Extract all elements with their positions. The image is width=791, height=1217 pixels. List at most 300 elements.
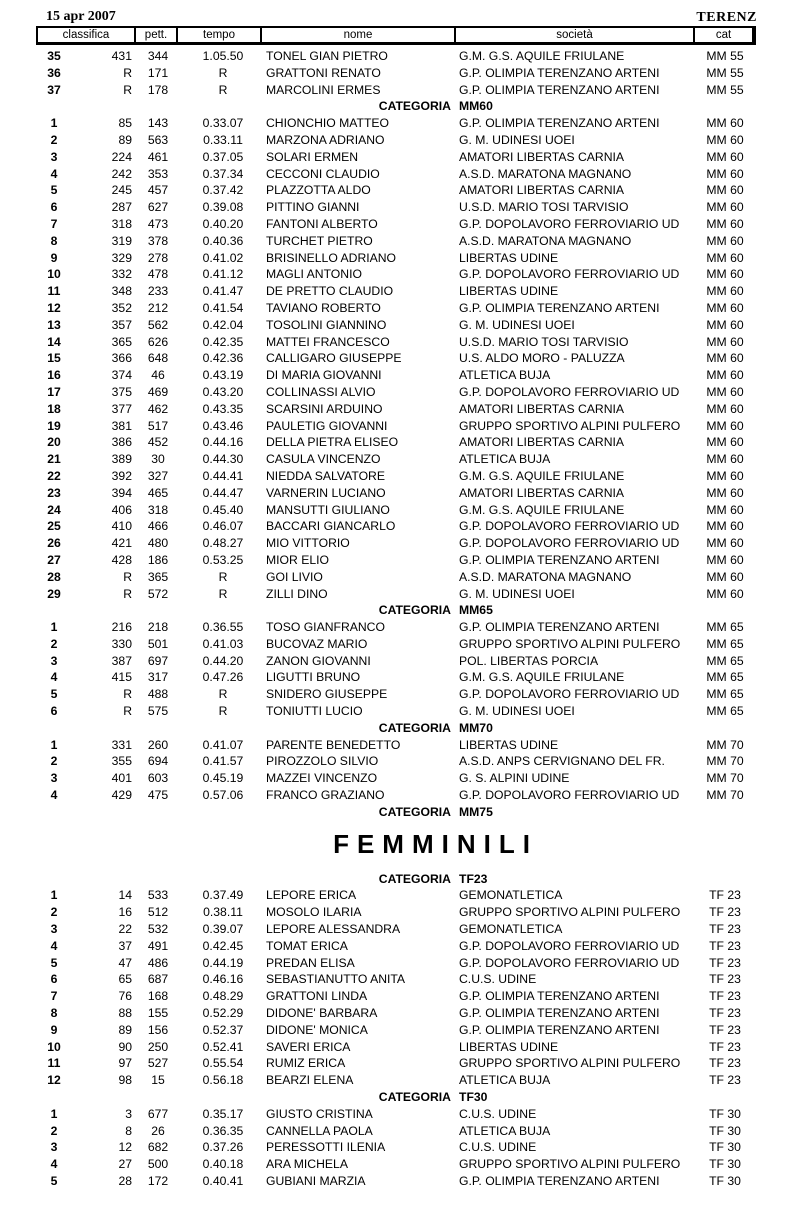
table-row bbox=[0, 401, 791, 418]
bib-cell: 178 bbox=[147, 82, 169, 97]
category-cell: MM 70 bbox=[706, 771, 744, 786]
category-cell: MM 60 bbox=[706, 418, 744, 433]
category-cell: TF 30 bbox=[709, 1106, 741, 1121]
rank-cell: 5 bbox=[50, 183, 58, 198]
bib-cell: 517 bbox=[147, 418, 169, 433]
time-cell: 0.39.08 bbox=[202, 200, 244, 215]
category-cell: TF 23 bbox=[709, 955, 741, 970]
bib-cell: 172 bbox=[147, 1174, 169, 1188]
position-cell: 27 bbox=[118, 1157, 132, 1172]
name-cell: BUCOVAZ MARIO bbox=[266, 636, 368, 651]
position-cell: R bbox=[123, 82, 132, 97]
category-cell: TF 23 bbox=[709, 972, 741, 987]
category-cell: MM 70 bbox=[706, 788, 744, 803]
rank-cell: 7 bbox=[50, 216, 58, 231]
bib-cell: 469 bbox=[147, 384, 169, 399]
club-cell: G.P. DOPOLAVORO FERROVIARIO UD bbox=[459, 519, 680, 534]
bib-cell: 533 bbox=[147, 888, 169, 903]
rank-cell: 2 bbox=[50, 1123, 58, 1138]
table-row bbox=[0, 1005, 791, 1022]
time-cell: 0.46.07 bbox=[202, 519, 244, 534]
position-cell: R bbox=[123, 65, 132, 80]
rank-cell: 13 bbox=[47, 317, 61, 332]
position-cell: 377 bbox=[111, 401, 132, 416]
name-cell: GRATTONI RENATO bbox=[266, 65, 381, 80]
rank-cell: 1 bbox=[50, 737, 58, 752]
position-cell: 365 bbox=[111, 334, 132, 349]
table-row bbox=[0, 82, 791, 99]
bib-cell: 466 bbox=[147, 519, 169, 534]
category-cell: MM 60 bbox=[706, 384, 744, 399]
time-cell: 0.48.27 bbox=[202, 536, 244, 551]
category-cell: TF 23 bbox=[709, 1056, 741, 1071]
rank-cell: 26 bbox=[47, 536, 61, 551]
position-cell: 90 bbox=[118, 1039, 132, 1054]
bib-cell: 15 bbox=[151, 1073, 165, 1088]
position-cell: 386 bbox=[111, 435, 132, 450]
table-row bbox=[0, 1072, 791, 1089]
bib-cell: 168 bbox=[147, 989, 169, 1004]
table-row bbox=[0, 65, 791, 82]
position-cell: 357 bbox=[111, 317, 132, 332]
category-cell: TF 23 bbox=[709, 1022, 741, 1037]
club-cell: G.P. DOPOLAVORO FERROVIARIO UD bbox=[459, 384, 680, 399]
bib-cell: 365 bbox=[147, 569, 169, 584]
category-cell: MM 55 bbox=[706, 82, 744, 97]
category-cell: TF 23 bbox=[709, 989, 741, 1004]
club-cell: AMATORI LIBERTAS CARNIA bbox=[459, 149, 625, 164]
table-row bbox=[0, 283, 791, 300]
table-row bbox=[0, 250, 791, 267]
club-cell: LIBERTAS UDINE bbox=[459, 284, 559, 299]
rank-cell: 3 bbox=[50, 149, 58, 164]
category-label: CATEGORIA bbox=[378, 720, 451, 735]
name-cell: TOSO GIANFRANCO bbox=[266, 620, 385, 635]
position-cell: 331 bbox=[111, 737, 132, 752]
bib-cell: 155 bbox=[147, 1006, 169, 1021]
club-cell: G.P. OLIMPIA TERENZANO ARTENI bbox=[459, 620, 660, 635]
event-place: TERENZ bbox=[696, 10, 757, 25]
name-cell: GOI LIVIO bbox=[266, 569, 323, 584]
bib-cell: 378 bbox=[147, 233, 169, 248]
position-cell: 287 bbox=[111, 200, 132, 215]
rank-cell: 3 bbox=[50, 922, 58, 937]
name-cell: CECCONI CLAUDIO bbox=[266, 166, 380, 181]
position-cell: 85 bbox=[118, 116, 132, 131]
club-cell: G.P. OLIMPIA TERENZANO ARTENI bbox=[459, 1006, 660, 1021]
rank-cell: 4 bbox=[50, 670, 58, 685]
position-cell: 332 bbox=[111, 267, 132, 282]
category-heading bbox=[0, 1089, 791, 1106]
rank-cell: 7 bbox=[50, 989, 58, 1004]
time-cell: 0.41.57 bbox=[202, 754, 244, 769]
category-cell: TF 23 bbox=[709, 938, 741, 953]
rank-cell: 23 bbox=[47, 485, 61, 500]
time-cell: R bbox=[218, 65, 228, 80]
rank-cell: 25 bbox=[47, 519, 61, 534]
table-row bbox=[0, 434, 791, 451]
time-cell: 0.40.20 bbox=[202, 216, 244, 231]
table-row bbox=[0, 971, 791, 988]
rank-cell: 37 bbox=[47, 82, 61, 97]
position-cell: 3 bbox=[125, 1106, 132, 1121]
bib-cell: 486 bbox=[147, 955, 169, 970]
name-cell: PIROZZOLO SILVIO bbox=[266, 754, 379, 769]
category-cell: MM 60 bbox=[706, 368, 744, 383]
category-cell: MM 70 bbox=[706, 737, 744, 752]
name-cell: PITTINO GIANNI bbox=[266, 200, 360, 215]
category-cell: MM 60 bbox=[706, 216, 744, 231]
time-cell: R bbox=[218, 704, 228, 719]
table-row bbox=[0, 418, 791, 435]
club-cell: A.S.D. MARATONA MAGNANO bbox=[459, 166, 632, 181]
category-cell: MM 55 bbox=[706, 65, 744, 80]
time-cell: 0.43.46 bbox=[202, 418, 244, 433]
bib-cell: 250 bbox=[147, 1039, 169, 1054]
table-row bbox=[0, 904, 791, 921]
table-row bbox=[0, 182, 791, 199]
club-cell: G.P. DOPOLAVORO FERROVIARIO UD bbox=[459, 216, 680, 231]
club-cell: G. S. ALPINI UDINE bbox=[459, 771, 570, 786]
table-row bbox=[0, 115, 791, 132]
category-cell: TF 30 bbox=[709, 1123, 741, 1138]
category-heading bbox=[0, 804, 791, 821]
name-cell: TAVIANO ROBERTO bbox=[266, 300, 381, 315]
table-row bbox=[0, 955, 791, 972]
table-row bbox=[0, 216, 791, 233]
time-cell: R bbox=[218, 586, 228, 601]
time-cell: 0.42.36 bbox=[202, 351, 244, 366]
club-cell: A.S.D. MARATONA MAGNANO bbox=[459, 569, 632, 584]
time-cell: 0.44.41 bbox=[202, 468, 244, 483]
bib-cell: 30 bbox=[151, 452, 165, 467]
header-cat: cat bbox=[695, 28, 752, 42]
position-cell: 47 bbox=[118, 955, 132, 970]
table-row bbox=[0, 1123, 791, 1140]
table-row bbox=[0, 317, 791, 334]
club-cell: GRUPPO SPORTIVO ALPINI PULFERO bbox=[459, 1157, 681, 1172]
position-cell: R bbox=[123, 687, 132, 702]
bib-cell: 212 bbox=[147, 300, 169, 315]
rank-cell: 22 bbox=[47, 468, 61, 483]
time-cell: R bbox=[218, 687, 228, 702]
category-cell: MM 60 bbox=[706, 435, 744, 450]
bib-cell: 694 bbox=[147, 754, 169, 769]
club-cell: G.P. OLIMPIA TERENZANO ARTENI bbox=[459, 116, 660, 131]
category-cell: MM 60 bbox=[706, 401, 744, 416]
rank-cell: 17 bbox=[47, 384, 61, 399]
time-cell: 1.05.50 bbox=[202, 49, 244, 63]
rank-cell: 5 bbox=[50, 687, 58, 702]
club-cell: G. M. UDINESI UOEI bbox=[459, 704, 575, 719]
bib-cell: 697 bbox=[147, 653, 169, 668]
position-cell: R bbox=[123, 586, 132, 601]
club-cell: G. M. UDINESI UOEI bbox=[459, 132, 575, 147]
time-cell: 0.47.26 bbox=[202, 670, 244, 685]
table-row bbox=[0, 753, 791, 770]
position-cell: R bbox=[123, 704, 132, 719]
rank-cell: 5 bbox=[50, 1174, 58, 1188]
category-cell: MM 60 bbox=[706, 536, 744, 551]
name-cell: ZILLI DINO bbox=[266, 586, 328, 601]
bib-cell: 260 bbox=[147, 737, 169, 752]
time-cell: 0.44.20 bbox=[202, 653, 244, 668]
time-cell: 0.45.19 bbox=[202, 771, 244, 786]
bib-cell: 480 bbox=[147, 536, 169, 551]
table-row bbox=[0, 149, 791, 166]
name-cell: TOMAT ERICA bbox=[266, 938, 348, 953]
club-cell: G.M. G.S. AQUILE FRIULANE bbox=[459, 468, 625, 483]
bib-cell: 317 bbox=[147, 670, 169, 685]
club-cell: LIBERTAS UDINE bbox=[459, 1039, 559, 1054]
time-cell: 0.44.30 bbox=[202, 452, 244, 467]
bib-cell: 457 bbox=[147, 183, 169, 198]
bib-cell: 563 bbox=[147, 132, 169, 147]
table-row bbox=[0, 636, 791, 653]
name-cell: TOSOLINI GIANNINO bbox=[266, 317, 387, 332]
position-cell: 428 bbox=[111, 552, 132, 567]
club-cell: G.P. OLIMPIA TERENZANO ARTENI bbox=[459, 1174, 660, 1188]
header-pettorale: pett. bbox=[136, 28, 176, 42]
bib-cell: 171 bbox=[147, 65, 169, 80]
club-cell: ATLETICA BUJA bbox=[459, 1073, 551, 1088]
time-cell: 0.37.49 bbox=[202, 888, 244, 903]
bib-cell: 527 bbox=[147, 1056, 169, 1071]
club-cell: AMATORI LIBERTAS CARNIA bbox=[459, 435, 625, 450]
club-cell: G.P. DOPOLAVORO FERROVIARIO UD bbox=[459, 938, 680, 953]
time-cell: R bbox=[218, 569, 228, 584]
position-cell: 97 bbox=[118, 1056, 132, 1071]
rank-cell: 12 bbox=[47, 1073, 61, 1088]
rank-cell: 6 bbox=[50, 704, 58, 719]
category-cell: MM 60 bbox=[706, 452, 744, 467]
time-cell: 0.40.36 bbox=[202, 233, 244, 248]
name-cell: PLAZZOTTA ALDO bbox=[266, 183, 371, 198]
bib-cell: 186 bbox=[147, 552, 169, 567]
table-row bbox=[0, 367, 791, 384]
time-cell: 0.52.41 bbox=[202, 1039, 244, 1054]
rank-cell: 10 bbox=[47, 1039, 61, 1054]
table-row bbox=[0, 686, 791, 703]
rank-cell: 18 bbox=[47, 401, 61, 416]
table-row bbox=[0, 787, 791, 804]
name-cell: MIO VITTORIO bbox=[266, 536, 350, 551]
category-cell: MM 55 bbox=[706, 49, 744, 63]
category-value: MM65 bbox=[459, 603, 493, 618]
position-cell: 12 bbox=[118, 1140, 132, 1155]
name-cell: MATTEI FRANCESCO bbox=[266, 334, 390, 349]
category-cell: TF 23 bbox=[709, 905, 741, 920]
header-tempo: tempo bbox=[178, 28, 260, 42]
position-cell: 8 bbox=[125, 1123, 132, 1138]
club-cell: LIBERTAS UDINE bbox=[459, 250, 559, 265]
rank-cell: 1 bbox=[50, 1106, 58, 1121]
category-cell: TF 23 bbox=[709, 1039, 741, 1054]
table-row bbox=[0, 669, 791, 686]
table-row bbox=[0, 350, 791, 367]
name-cell: MAZZEI VINCENZO bbox=[266, 771, 378, 786]
position-cell: 76 bbox=[118, 989, 132, 1004]
table-row bbox=[0, 535, 791, 552]
position-cell: 224 bbox=[111, 149, 132, 164]
position-cell: 14 bbox=[118, 888, 132, 903]
time-cell: 0.52.37 bbox=[202, 1022, 244, 1037]
table-row bbox=[0, 518, 791, 535]
bib-cell: 218 bbox=[147, 620, 169, 635]
table-row bbox=[0, 1055, 791, 1072]
time-cell: 0.42.35 bbox=[202, 334, 244, 349]
table-header bbox=[36, 26, 756, 45]
time-cell: 0.53.25 bbox=[202, 552, 244, 567]
position-cell: 89 bbox=[118, 132, 132, 147]
time-cell: 0.43.20 bbox=[202, 384, 244, 399]
category-cell: MM 65 bbox=[706, 687, 744, 702]
table-row bbox=[0, 266, 791, 283]
category-value: MM75 bbox=[459, 804, 493, 819]
name-cell: CANNELLA PAOLA bbox=[266, 1123, 373, 1138]
name-cell: SOLARI ERMEN bbox=[266, 149, 359, 164]
table-row bbox=[0, 586, 791, 603]
name-cell: MANSUTTI GIULIANO bbox=[266, 502, 390, 517]
rank-cell: 12 bbox=[47, 300, 61, 315]
time-cell: 0.57.06 bbox=[202, 788, 244, 803]
club-cell: POL. LIBERTAS PORCIA bbox=[459, 653, 599, 668]
position-cell: 375 bbox=[111, 384, 132, 399]
position-cell: 16 bbox=[118, 905, 132, 920]
category-cell: MM 60 bbox=[706, 183, 744, 198]
time-cell: R bbox=[218, 82, 228, 97]
club-cell: C.U.S. UDINE bbox=[459, 972, 537, 987]
time-cell: 0.41.54 bbox=[202, 300, 244, 315]
table-row bbox=[0, 166, 791, 183]
name-cell: CASULA VINCENZO bbox=[266, 452, 381, 467]
name-cell: SNIDERO GIUSEPPE bbox=[266, 687, 388, 702]
category-cell: MM 65 bbox=[706, 704, 744, 719]
table-row bbox=[0, 1022, 791, 1039]
name-cell: BRISINELLO ADRIANO bbox=[266, 250, 397, 265]
rank-cell: 2 bbox=[50, 905, 58, 920]
table-row bbox=[0, 569, 791, 586]
rank-cell: 20 bbox=[47, 435, 61, 450]
rank-cell: 24 bbox=[47, 502, 61, 517]
bib-cell: 626 bbox=[147, 334, 169, 349]
position-cell: 65 bbox=[118, 972, 132, 987]
time-cell: 0.42.04 bbox=[202, 317, 244, 332]
category-label: CATEGORIA bbox=[378, 99, 451, 114]
position-cell: 37 bbox=[118, 938, 132, 953]
table-row bbox=[0, 1139, 791, 1156]
bib-cell: 465 bbox=[147, 485, 169, 500]
category-cell: MM 60 bbox=[706, 552, 744, 567]
category-cell: MM 60 bbox=[706, 116, 744, 131]
table-row bbox=[0, 384, 791, 401]
bib-cell: 478 bbox=[147, 267, 169, 282]
position-cell: 245 bbox=[111, 183, 132, 198]
category-label: CATEGORIA bbox=[378, 871, 451, 886]
rank-cell: 19 bbox=[47, 418, 61, 433]
category-cell: MM 60 bbox=[706, 351, 744, 366]
name-cell: PREDAN ELISA bbox=[266, 955, 355, 970]
category-cell: MM 60 bbox=[706, 468, 744, 483]
time-cell: 0.41.03 bbox=[202, 636, 244, 651]
club-cell: C.U.S. UDINE bbox=[459, 1106, 537, 1121]
club-cell: G.P. OLIMPIA TERENZANO ARTENI bbox=[459, 82, 660, 97]
rank-cell: 3 bbox=[50, 1140, 58, 1155]
club-cell: G.P. OLIMPIA TERENZANO ARTENI bbox=[459, 552, 660, 567]
club-cell: G.P. OLIMPIA TERENZANO ARTENI bbox=[459, 989, 660, 1004]
table-row bbox=[0, 737, 791, 754]
position-cell: R bbox=[123, 569, 132, 584]
name-cell: ZANON GIOVANNI bbox=[266, 653, 371, 668]
club-cell: G.P. DOPOLAVORO FERROVIARIO UD bbox=[459, 955, 680, 970]
category-cell: MM 60 bbox=[706, 233, 744, 248]
bib-cell: 603 bbox=[147, 771, 169, 786]
name-cell: MAGLI ANTONIO bbox=[266, 267, 362, 282]
category-cell: MM 60 bbox=[706, 586, 744, 601]
rank-cell: 4 bbox=[50, 166, 58, 181]
bib-cell: 278 bbox=[147, 250, 169, 265]
time-cell: 0.35.17 bbox=[202, 1106, 244, 1121]
position-cell: 28 bbox=[118, 1174, 132, 1188]
rank-cell: 36 bbox=[47, 65, 61, 80]
bib-cell: 353 bbox=[147, 166, 169, 181]
category-cell: TF 23 bbox=[709, 888, 741, 903]
bib-cell: 532 bbox=[147, 922, 169, 937]
header-nome: nome bbox=[262, 28, 454, 42]
club-cell: A.S.D. MARATONA MAGNANO bbox=[459, 233, 632, 248]
club-cell: G.P. OLIMPIA TERENZANO ARTENI bbox=[459, 65, 660, 80]
position-cell: 98 bbox=[118, 1073, 132, 1088]
name-cell: COLLINASSI ALVIO bbox=[266, 384, 376, 399]
position-cell: 355 bbox=[111, 754, 132, 769]
category-label: CATEGORIA bbox=[378, 603, 451, 618]
name-cell: TONEL GIAN PIETRO bbox=[266, 49, 388, 63]
name-cell: PERESSOTTI ILENIA bbox=[266, 1140, 386, 1155]
club-cell: G.P. DOPOLAVORO FERROVIARIO UD bbox=[459, 687, 680, 702]
time-cell: 0.38.11 bbox=[203, 905, 243, 920]
bib-cell: 512 bbox=[147, 905, 169, 920]
table-row bbox=[0, 887, 791, 904]
name-cell: BEARZI ELENA bbox=[266, 1073, 354, 1088]
table-row bbox=[0, 451, 791, 468]
category-cell: TF 23 bbox=[709, 1006, 741, 1021]
name-cell: DI MARIA GIOVANNI bbox=[266, 368, 382, 383]
name-cell: VARNERIN LUCIANO bbox=[266, 485, 386, 500]
rank-cell: 1 bbox=[50, 620, 58, 635]
category-value: MM60 bbox=[459, 99, 493, 114]
rank-cell: 10 bbox=[47, 267, 61, 282]
section-heading bbox=[0, 821, 791, 871]
club-cell: U.S.D. MARIO TOSI TARVISIO bbox=[459, 334, 629, 349]
position-cell: 394 bbox=[111, 485, 132, 500]
rank-cell: 11 bbox=[47, 284, 61, 299]
category-cell: MM 60 bbox=[706, 267, 744, 282]
rank-cell: 2 bbox=[50, 636, 58, 651]
name-cell: DELLA PIETRA ELISEO bbox=[266, 435, 399, 450]
category-cell: MM 60 bbox=[706, 300, 744, 315]
category-cell: MM 65 bbox=[706, 636, 744, 651]
rank-cell: 15 bbox=[47, 351, 61, 366]
bib-cell: 627 bbox=[147, 200, 169, 215]
club-cell: G.M. G.S. AQUILE FRIULANE bbox=[459, 670, 625, 685]
category-cell: MM 60 bbox=[706, 502, 744, 517]
category-cell: MM 60 bbox=[706, 149, 744, 164]
results-table bbox=[0, 48, 791, 1190]
bib-cell: 687 bbox=[147, 972, 169, 987]
table-row bbox=[0, 938, 791, 955]
position-cell: 319 bbox=[111, 233, 132, 248]
club-cell: GRUPPO SPORTIVO ALPINI PULFERO bbox=[459, 1056, 681, 1071]
